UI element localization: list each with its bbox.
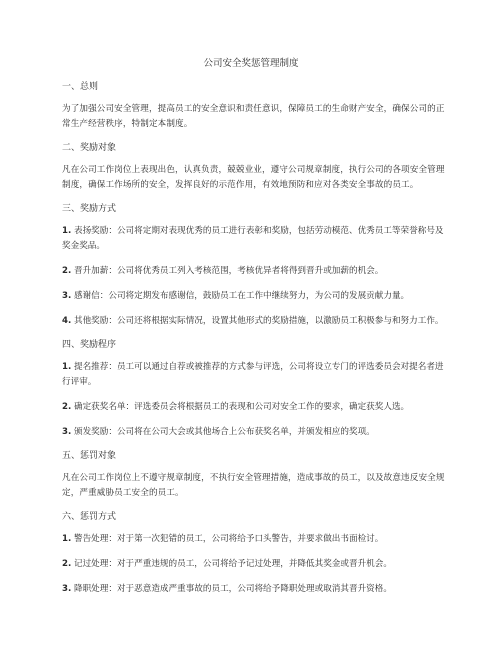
list-item xyxy=(62,425,447,440)
list-item-text: 降职处理：对于恶意造成严重事故的员工，公司将给予降职处理或取消其晋升资格。 xyxy=(73,584,392,594)
list-item xyxy=(62,224,447,254)
list-item xyxy=(62,314,447,329)
document-title: 公司安全奖惩管理制度 xyxy=(203,58,299,69)
section-heading: 一、总则 xyxy=(62,82,99,92)
list-item xyxy=(62,264,447,279)
list-item-number: 2. xyxy=(62,266,72,276)
list-item-number: 4. xyxy=(62,316,72,326)
list-item-text: 晋升加薪：公司将优秀员工列入考核范围，考核优异者将得到晋升或加薪的机会。 xyxy=(73,266,384,276)
section-penalty-methods xyxy=(62,511,447,597)
section-heading: 五、惩罚对象 xyxy=(62,451,117,461)
list-item-text: 提名推荐：员工可以通过自荐或被推荐的方式参与评选，公司将设立专门的评选委员会对提名者进行评审。 xyxy=(62,362,444,387)
section-penalty-target xyxy=(62,450,447,501)
section-general xyxy=(62,81,447,132)
section-reward-procedure xyxy=(62,339,447,440)
list-item-number: 1. xyxy=(62,534,72,544)
list-item xyxy=(62,289,447,304)
section-paragraph: 为了加强公司安全管理，提高员工的安全意识和责任意识，保障员工的生命财产安全，确保公司的正常生产经营秩序，特制定本制度。 xyxy=(62,104,445,129)
section-reward-target xyxy=(62,142,447,193)
list-item-number: 3. xyxy=(62,427,72,437)
section-reward-methods xyxy=(62,203,447,329)
list-item-text: 确定获奖名单：评选委员会将根据员工的表现和公司对安全工作的要求，确定获奖人选。 xyxy=(73,402,410,412)
list-item-number: 1. xyxy=(62,362,72,372)
list-item xyxy=(62,557,447,572)
document-body xyxy=(62,81,447,607)
section-paragraph: 凡在公司工作岗位上不遵守规章制度，不执行安全管理措施，造成事故的员工，以及故意违反安全规定，严重威胁员工安全的员工。 xyxy=(62,473,445,498)
section-paragraph: 凡在公司工作岗位上表现出色，认真负责，兢兢业业，遵守公司规章制度，执行公司的各项安全管理制度，确保工作场所的安全，发挥良好的示范作用，有效地预防和应对各类安全事故的员工。 xyxy=(62,165,445,190)
list-item xyxy=(62,582,447,597)
list-item xyxy=(62,532,447,547)
section-heading: 三、奖励方式 xyxy=(62,204,117,214)
list-item-number: 3. xyxy=(62,291,72,301)
list-item xyxy=(62,360,447,390)
list-item-text: 颁发奖励：公司将在公司大会或其他场合上公布获奖名单，并颁发相应的奖项。 xyxy=(73,427,375,437)
list-item-text: 表扬奖励：公司将定期对表现优秀的员工进行表彰和奖励，包括劳动模范、优秀员工等荣誉称号及奖金奖品。 xyxy=(62,226,444,251)
list-item-number: 3. xyxy=(62,584,72,594)
list-item-text: 记过处理：对于严重违规的员工，公司将给予记过处理，并降低其奖金或晋升机会。 xyxy=(73,559,392,569)
section-heading: 四、奖励程序 xyxy=(62,340,117,350)
list-item-text: 感谢信：公司将定期发布感谢信，鼓励员工在工作中继续努力，为公司的发展贡献力量。 xyxy=(73,291,410,301)
section-heading: 六、惩罚方式 xyxy=(62,512,117,522)
list-item xyxy=(62,400,447,415)
list-item-number: 2. xyxy=(62,559,72,569)
list-item-number: 2. xyxy=(62,402,72,412)
list-item-text: 警告处理：对于第一次犯错的员工，公司将给予口头警告，并要求做出书面检讨。 xyxy=(73,534,384,544)
list-item-number: 1. xyxy=(62,226,72,236)
list-item-text: 其他奖励：公司还将根据实际情况，设置其他形式的奖励措施，以激励员工积极参与和努力工作。 xyxy=(73,316,444,326)
section-heading: 二、奖励对象 xyxy=(62,143,117,153)
